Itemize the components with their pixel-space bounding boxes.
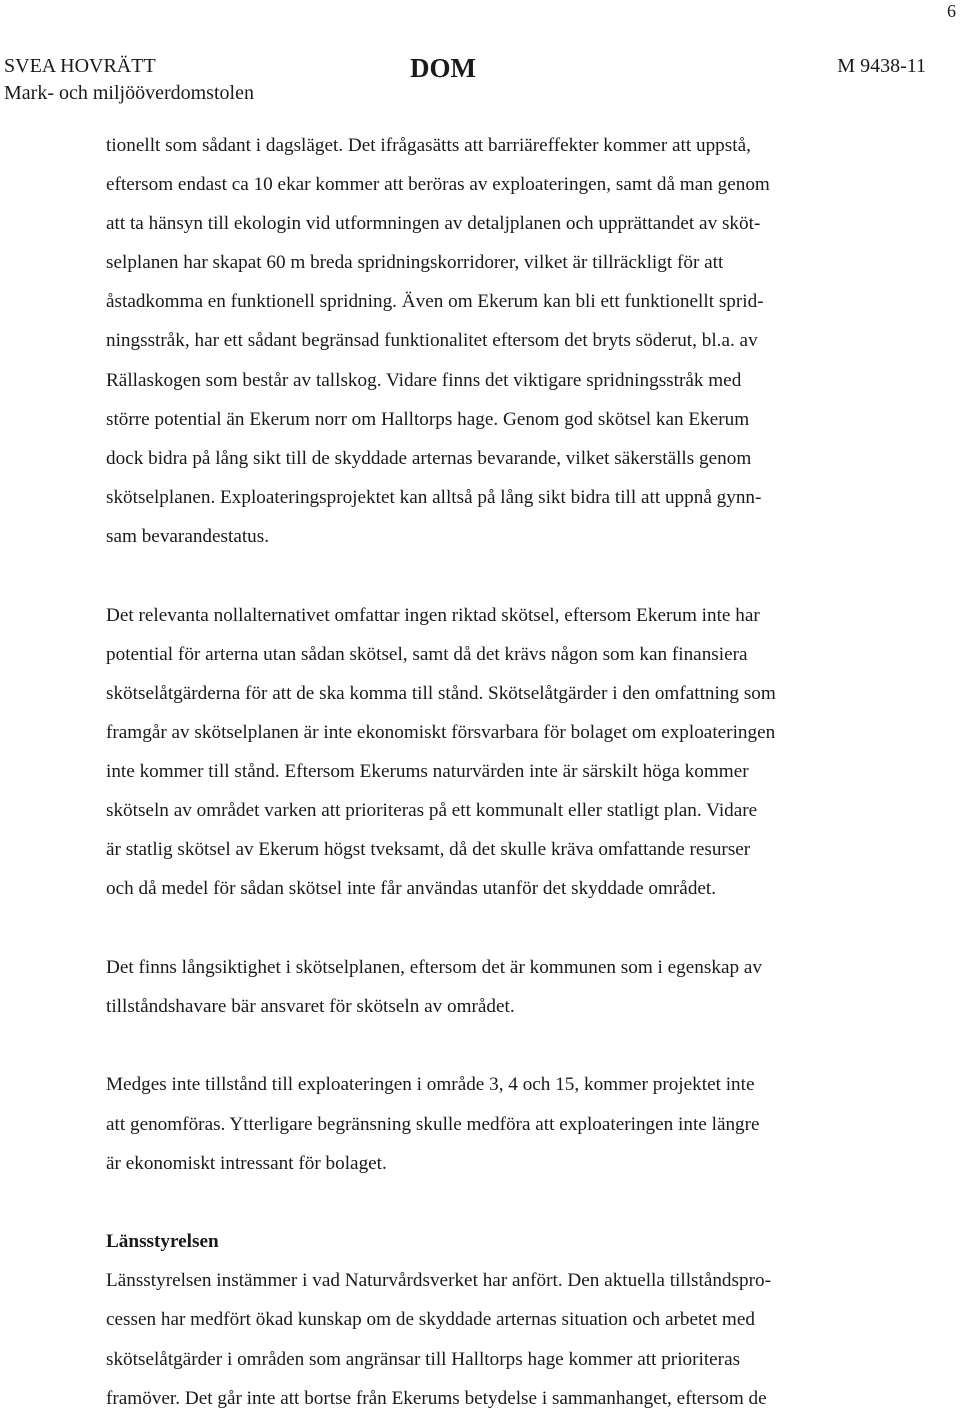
text-line: är statlig skötsel av Ekerum högst tveksamt, då det skulle kräva omfattande resurser [106, 839, 751, 861]
document-header [4, 54, 926, 106]
text-line: Medges inte tillstånd till exploateringen i område 3, 4 och 15, kommer projektet inte [106, 1074, 755, 1096]
text-line: skötseln av området varken att prioriteras på ett kommunalt eller statligt plan. Vidare [106, 800, 758, 821]
text-line: skötselåtgärderna för att de ska komma till stånd. Skötselåtgärder i den omfattning som [106, 682, 776, 704]
text-line: cessen har medfört ökad kunskap om de skyddade arternas situation och arbetet med [106, 1309, 755, 1331]
text-line: åstadkomma en funktionell spridning. Även om Ekerum kan bli ett funktionellt sprid- [106, 291, 764, 313]
paragraph-gap [106, 1026, 906, 1066]
text-line: Det relevanta nollalternativet omfattar ingen riktad skötsel, eftersom Ekerum inte har [106, 604, 760, 626]
document-type: DOM [410, 53, 476, 83]
text-line: eftersom endast ca 10 ekar kommer att beröras av exploateringen, samt då man genom [106, 174, 770, 196]
text-line: sam bevarandestatus. [106, 525, 270, 547]
text-line: är ekonomiskt intressant för bolaget. [106, 1152, 387, 1174]
text-line: skötselplanen. Exploateringsprojektet kan alltså på lång sikt bidra till att uppnå gynn- [106, 486, 762, 508]
text-line: att genomföras. Ytterligare begränsning skulle medföra att exploateringen inte längre [106, 1113, 760, 1135]
paragraph [106, 126, 906, 556]
court-name: SVEA HOVRÄTT [4, 55, 156, 77]
text-line: Rällaskogen som består av tallskog. Vidare finns det viktigare spridningsstråk med [106, 369, 742, 391]
paragraph-gap [106, 556, 906, 596]
text-line: framöver. Det går inte att bortse från Ekerums betydelse i sammanhanget, eftersom de [106, 1387, 767, 1409]
text-line: och då medel för sådan skötsel inte får användas utanför det skyddade området. [106, 878, 717, 900]
text-line: Det finns långsiktighet i skötselplanen, eftersom det är kommunen som i egenskap av [106, 956, 762, 978]
text-line: Länsstyrelsen instämmer i vad Naturvårdsverket har anfört. Den aktuella tillståndspro- [106, 1270, 771, 1292]
paragraph [106, 1261, 906, 1417]
text-line: potential för arterna utan sådan skötsel, samt då det krävs någon som kan finansiera [106, 643, 748, 665]
section-heading: Länsstyrelsen [106, 1231, 219, 1253]
text-line: selplanen har skapat 60 m breda spridningskorridorer, vilket är tillräckligt för att [106, 252, 724, 274]
text-line: ningsstråk, har ett sådant begränsad funktionalitet eftersom det bryts söderut, bl.a. av [106, 330, 758, 352]
text-line: inte kommer till stånd. Eftersom Ekerums naturvärden inte är särskilt höga kommer [106, 760, 749, 782]
paragraph [106, 1065, 906, 1182]
paragraph [106, 596, 906, 909]
page-number: 6 [947, 1, 956, 21]
paragraph [106, 948, 906, 1026]
paragraph-gap [106, 1183, 906, 1223]
court-subdivision: Mark- och miljööverdomstolen [4, 82, 254, 104]
document-body [106, 126, 906, 1418]
text-line: skötselåtgärder i områden som angränsar till Halltorps hage kommer att prioriteras [106, 1348, 741, 1370]
text-line: tionellt som sådant i dagsläget. Det ifrågasätts att barriäreffekter kommer att uppstå, [106, 135, 751, 156]
text-line: större potential än Ekerum norr om Halltorps hage. Genom god skötsel kan Ekerum [106, 408, 750, 430]
text-line: dock bidra på lång sikt till de skyddade arternas bevarande, vilket säkerställs genom [106, 447, 752, 469]
paragraph-gap [106, 908, 906, 948]
text-line: att ta hänsyn till ekologin vid utformningen av detaljplanen och upprättandet av sköt- [106, 213, 761, 235]
text-line: tillståndshavare bär ansvaret för skötseln av området. [106, 995, 515, 1017]
text-line: framgår av skötselplanen är inte ekonomiskt försvarbara för bolaget om exploateringen [106, 721, 776, 743]
case-number: M 9438-11 [837, 55, 926, 77]
